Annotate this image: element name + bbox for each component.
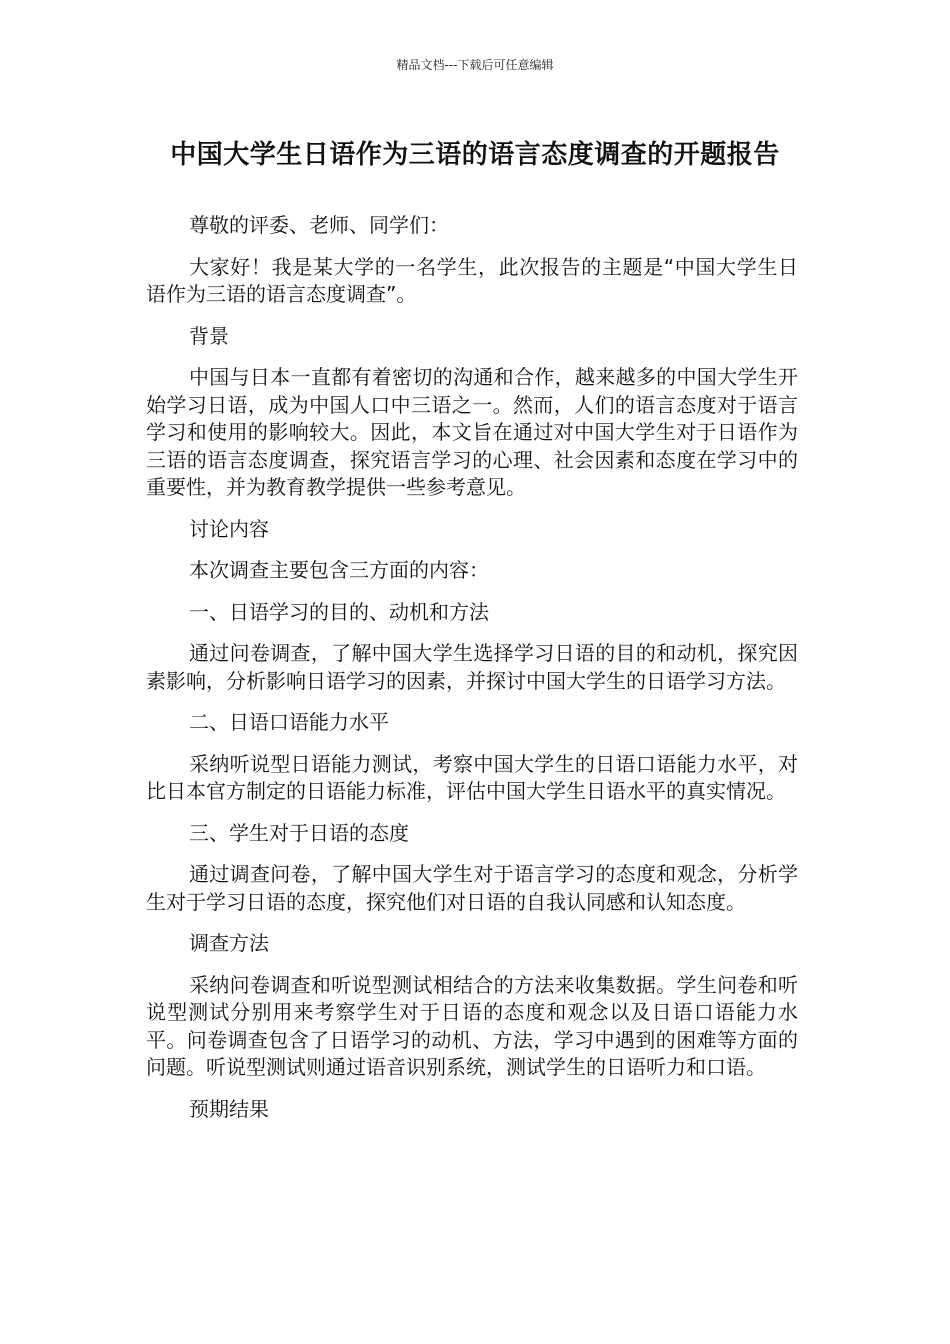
discussion-intro: 本次调查主要包含三方面的内容： <box>189 558 489 582</box>
document-body <box>146 212 798 1137</box>
subheading-oral-ability: 二、日语口语能力水平 <box>189 710 389 734</box>
subheading-attitude: 三、学生对于日语的态度 <box>189 820 409 845</box>
subheading-purpose: 一、日语学习的目的、动机和方法 <box>189 599 489 624</box>
purpose-paragraph: 通过问卷调查，了解中国大学生选择学习日语的目的和动机，探究因素影响，分析影响日语学习的因素，并探讨中国大学生的日语学习方法。 <box>146 641 798 693</box>
section-heading-expected-results: 预期结果 <box>189 1096 269 1121</box>
method-paragraph: 采纳问卷调查和听说型测试相结合的方法来收集数据。学生问卷和听说型测试分别用来考察学生对于日语的态度和观念以及日语口语能力水平。问卷调查包含了日语学习的动机、方法，学习中遇到的困难等方面的问题。听说型测试则通过语音识别系统，测试学生的日语听力和口语。 <box>146 972 798 1079</box>
salutation: 尊敬的评委、老师、同学们： <box>189 213 449 237</box>
section-heading-method: 调查方法 <box>189 931 269 955</box>
section-heading-background: 背景 <box>189 323 229 348</box>
page-header-note: 精品文档---下载后可任意编辑 <box>396 58 554 72</box>
background-paragraph: 中国与日本一直都有着密切的沟通和合作，越来越多的中国大学生开始学习日语，成为中国人口中三语之一。然而，人们的语言态度对于语言学习和使用的影响较大。因此，本文旨在通过对中国大学生对于日语作为三语的语言态度调查，探究语言学习的心理、社会因素和态度在学习中的重要性，并为教育教学提供一些参考意见。 <box>146 365 798 499</box>
greeting-paragraph: 大家好！我是某大学的一名学生，此次报告的主题是“中国大学生日语作为三语的语言态度调查”。 <box>146 254 798 306</box>
attitude-paragraph: 通过调查问卷，了解中国大学生对于语言学习的态度和观念，分析学生对于学习日语的态度，探究他们对日语的自我认同感和认知态度。 <box>146 862 798 914</box>
document-title: 中国大学生日语作为三语的语言态度调查的开题报告 <box>170 140 780 170</box>
oral-ability-paragraph: 采纳听说型日语能力测试，考察中国大学生的日语口语能力水平，对比日本官方制定的日语能力标准，评估中国大学生日语水平的真实情况。 <box>146 751 798 803</box>
section-heading-discussion: 讨论内容 <box>189 516 269 541</box>
